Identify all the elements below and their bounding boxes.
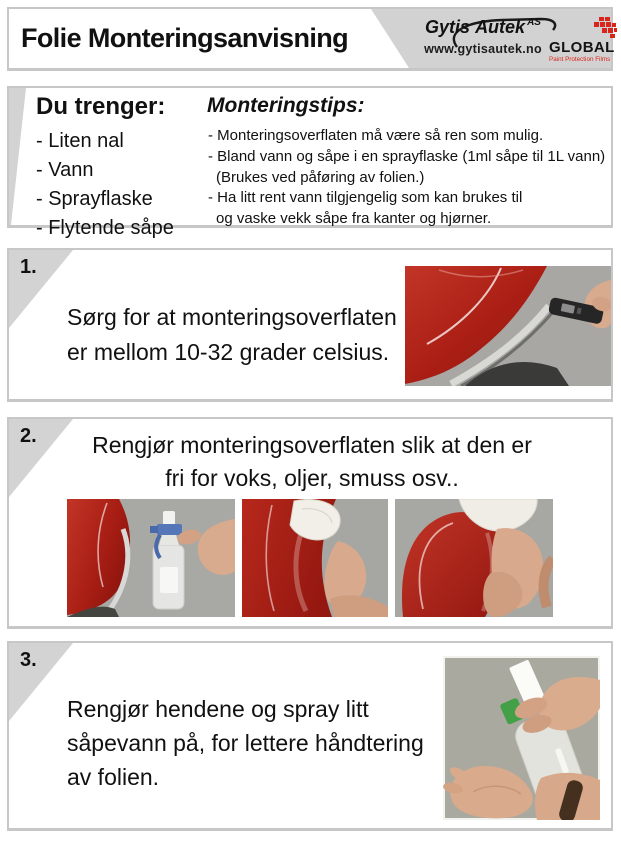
step-1-line: er mellom 10-32 grader celsius. xyxy=(67,339,390,365)
step-2-line: fri for voks, oljer, smuss osv.. xyxy=(165,465,459,491)
wiping-cloth-image xyxy=(242,499,388,617)
supplies-tips-panel xyxy=(7,86,613,239)
spray-hands-image xyxy=(443,656,600,820)
corner-triangle xyxy=(9,643,73,721)
supplies-item: - Flytende såpe xyxy=(36,217,174,239)
header-bar xyxy=(7,7,613,71)
step-2-photo-spray xyxy=(67,499,235,617)
logo-part-autek: Autek xyxy=(475,17,526,37)
step-1-text xyxy=(67,300,397,370)
wiping-fender-image xyxy=(395,499,553,617)
step-2-text xyxy=(71,429,553,495)
step-3-text xyxy=(67,692,424,794)
global-name-text: GLOBAL xyxy=(549,39,615,56)
step-3-line: såpevann på, for lettere håndtering xyxy=(67,730,424,756)
car-thermometer-image xyxy=(405,266,611,386)
step-3-panel xyxy=(7,641,613,831)
page-title: Folie Monteringsanvisning xyxy=(21,23,349,53)
global-tagline-text: Paint Protection Films xyxy=(549,56,611,63)
step-3-number: 3. xyxy=(20,649,37,671)
tips-line: - Ha litt rent vann tilgjengelig som kan brukes til xyxy=(208,189,523,207)
supplies-item: - Sprayflaske xyxy=(36,188,153,210)
step-2-panel xyxy=(7,417,613,629)
global-globe-icon xyxy=(590,17,617,41)
step-3-line: Rengjør hendene og spray litt xyxy=(67,696,369,722)
step-2-line: Rengjør monteringsoverflaten slik at den er xyxy=(92,432,532,458)
logo-part-gytis: Gytis xyxy=(425,17,471,37)
step-2-photo-wipe-1 xyxy=(242,499,388,617)
spray-bottle-image xyxy=(67,499,235,617)
tips-heading: Monteringstips: xyxy=(207,94,365,117)
gytis-autek-logo xyxy=(407,16,559,62)
step-3-photo-hands xyxy=(443,656,600,820)
tips-line: og vaske vekk såpe fra kanter og hjørner. xyxy=(216,210,492,228)
logo-brand-text xyxy=(407,17,559,38)
corner-triangle xyxy=(9,250,73,328)
tips-line: (Brukes ved påføring av folien.) xyxy=(216,168,425,186)
step-2-number: 2. xyxy=(20,425,37,447)
supplies-heading: Du trenger: xyxy=(36,93,166,120)
logo-website-text: www.gytisautek.no xyxy=(424,42,542,56)
tips-line: - Monteringsoverflaten må være så ren som mulig. xyxy=(208,127,544,144)
step-1-line: Sørg for at monteringsoverflaten xyxy=(67,304,397,330)
step-3-line: av folien. xyxy=(67,764,160,790)
supplies-item: - Vann xyxy=(36,159,94,181)
tips-line: - Bland vann og såpe i en sprayflaske (1ml såpe til 1L vann) xyxy=(208,147,606,165)
tips-list xyxy=(208,126,605,230)
step-2-photo-wipe-2 xyxy=(395,499,553,617)
step-1-panel xyxy=(7,248,613,402)
left-gray-wedge xyxy=(9,88,31,225)
corner-triangle xyxy=(9,419,73,497)
logo-part-as: AS xyxy=(527,17,541,28)
step-1-photo-thermometer xyxy=(405,266,611,386)
supplies-list xyxy=(36,127,174,243)
supplies-item: - Liten nal xyxy=(36,130,124,152)
step-1-number: 1. xyxy=(20,256,37,278)
global-logo xyxy=(546,15,620,69)
